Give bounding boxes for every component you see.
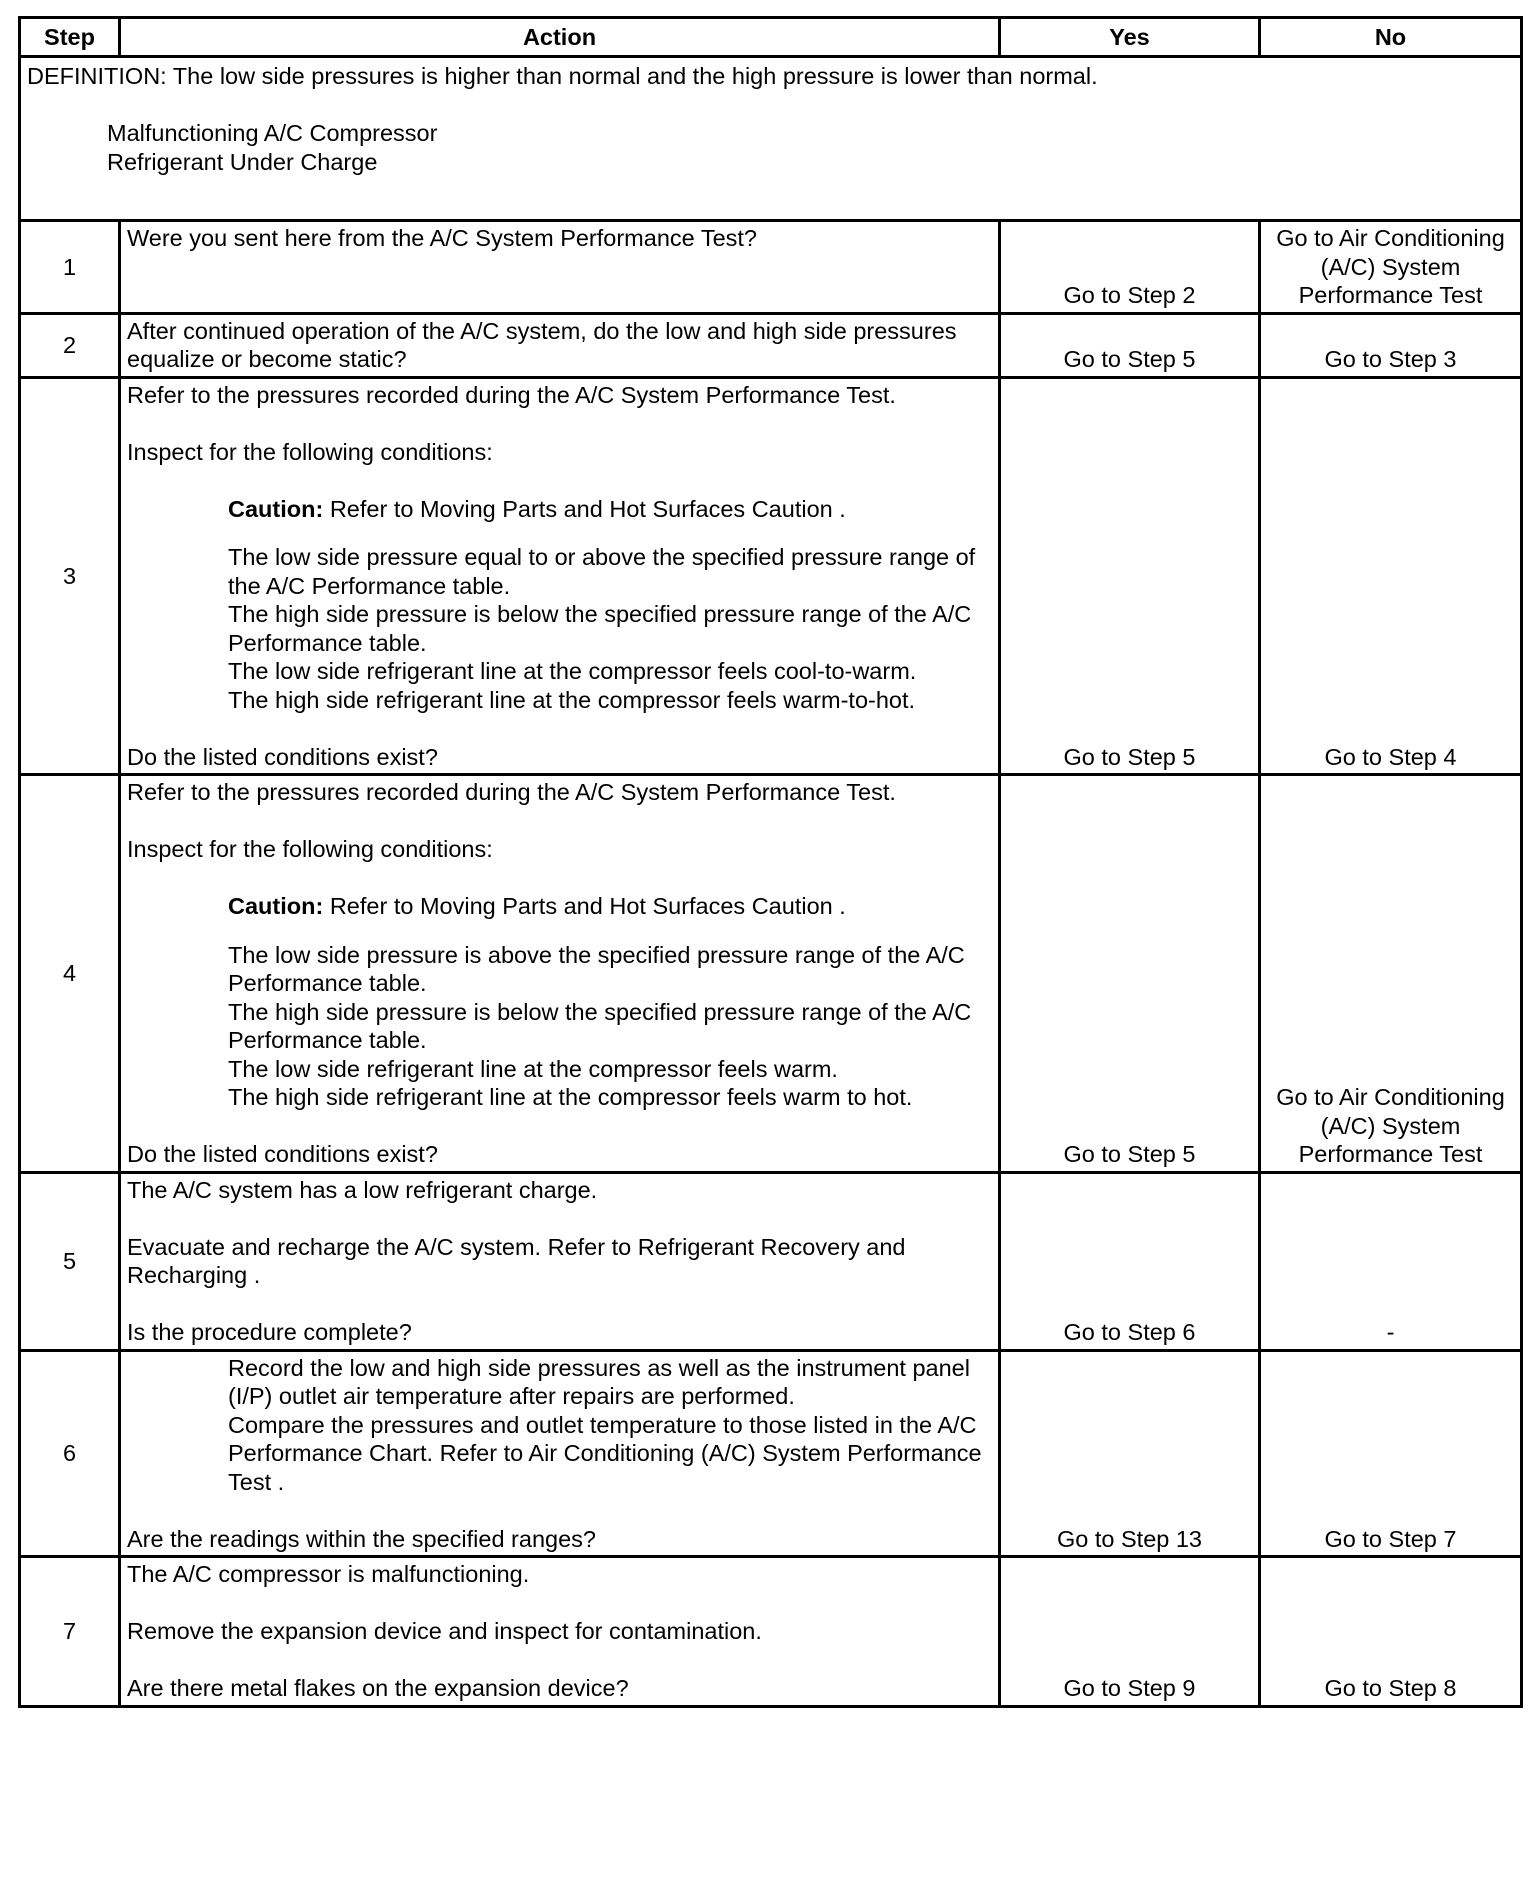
definition-text: DEFINITION: The low side pressures is higher than normal and the high pressure is lower than normal. — [27, 63, 1098, 89]
step-inspect: Inspect for the following conditions: — [127, 836, 493, 862]
step-question: Are there metal flakes on the expansion device? — [127, 1675, 629, 1701]
step-number: 5 — [20, 1172, 120, 1350]
header-no: No — [1260, 18, 1522, 57]
step-intro: Refer to the pressures recorded during the A/C System Performance Test. — [127, 779, 896, 805]
step-number: 2 — [20, 313, 120, 377]
definition-cell — [20, 57, 1522, 221]
yes-link[interactable]: Go to Step 13 — [1000, 1350, 1260, 1557]
step-inspect: Inspect for the following conditions: — [127, 438, 493, 465]
header-action: Action — [120, 18, 1000, 57]
step-row-2 — [20, 313, 1522, 377]
no-link[interactable]: Go to Air Conditioning (A/C) System Performance Test — [1260, 221, 1522, 314]
step-action — [120, 1350, 1000, 1557]
step-number: 3 — [20, 377, 120, 775]
caution-note — [127, 892, 992, 921]
step-question: Do the listed conditions exist? — [127, 743, 438, 770]
condition-item: The high side refrigerant line at the compressor feels warm-to-hot. — [228, 686, 916, 713]
yes-link[interactable]: Go to Step 2 — [1000, 221, 1260, 314]
step-row-1 — [20, 221, 1522, 314]
no-link[interactable]: Go to Step 3 — [1260, 313, 1522, 377]
caution-link[interactable]: Refer to Moving Parts and Hot Surfaces Caution . — [323, 893, 846, 919]
yes-link[interactable]: Go to Step 5 — [1000, 313, 1260, 377]
header-yes: Yes — [1000, 18, 1260, 57]
step-line: The A/C compressor is malfunctioning. — [127, 1561, 530, 1587]
diagnostic-table — [18, 16, 1523, 1708]
condition-item: The low side refrigerant line at the compressor feels warm. — [228, 1055, 838, 1082]
step-number: 7 — [20, 1557, 120, 1707]
definition-row — [20, 57, 1522, 221]
yes-link[interactable]: Go to Step 9 — [1000, 1557, 1260, 1707]
condition-item: The high side pressure is below the specified pressure range of the A/C Performance table. — [228, 998, 972, 1053]
caution-note — [127, 495, 992, 524]
step-action — [120, 1557, 1000, 1707]
cause-item: Refrigerant Under Charge — [107, 148, 378, 175]
step-number: 4 — [20, 775, 120, 1173]
step-row-7 — [20, 1557, 1522, 1707]
step-line: The A/C system has a low refrigerant charge. — [127, 1176, 598, 1203]
header-step: Step — [20, 18, 120, 57]
condition-item: The high side pressure is below the specified pressure range of the A/C Performance table. — [228, 601, 972, 656]
no-link[interactable]: Go to Step 4 — [1260, 377, 1522, 775]
step-line: Compare the pressures and outlet temperature to those listed in the A/C Performance Chart. Refer to Air Conditioning (A/C) System Performance Test . — [228, 1411, 982, 1495]
step-line: Remove the expansion device and inspect for contamination. — [127, 1618, 762, 1644]
step-row-6 — [20, 1350, 1522, 1557]
step-line: Record the low and high side pressures as well as the instrument panel (I/P) outlet air temperature after repairs are performed. — [228, 1354, 970, 1409]
step-action — [120, 377, 1000, 775]
step-number: 6 — [20, 1350, 120, 1557]
step-line: Evacuate and recharge the A/C system. Refer to Refrigerant Recovery and Recharging . — [127, 1233, 906, 1288]
step-action: Were you sent here from the A/C System Performance Test? — [120, 221, 1000, 314]
caution-label: Caution: — [228, 893, 324, 919]
step-question: Is the procedure complete? — [127, 1319, 412, 1345]
caution-link[interactable]: Refer to Moving Parts and Hot Surfaces Caution . — [323, 495, 846, 522]
step-action — [120, 775, 1000, 1173]
condition-item: The low side pressure is above the specified pressure range of the A/C Performance table. — [228, 941, 965, 996]
step-question: Do the listed conditions exist? — [127, 1141, 438, 1167]
step-intro: Refer to the pressures recorded during the A/C System Performance Test. — [127, 381, 896, 408]
step-number: 1 — [20, 221, 120, 314]
no-link[interactable]: Go to Air Conditioning (A/C) System Performance Test — [1260, 775, 1522, 1173]
step-row-3 — [20, 377, 1522, 775]
no-value: - — [1260, 1172, 1522, 1350]
yes-link[interactable]: Go to Step 5 — [1000, 775, 1260, 1173]
step-row-4 — [20, 775, 1522, 1173]
step-action: After continued operation of the A/C system, do the low and high side pressures equalize or become static? — [120, 313, 1000, 377]
condition-item: The low side pressure equal to or above the specified pressure range of the A/C Performance table. — [228, 544, 976, 599]
cause-item: Malfunctioning A/C Compressor — [107, 120, 438, 146]
no-link[interactable]: Go to Step 7 — [1260, 1350, 1522, 1557]
yes-link[interactable]: Go to Step 6 — [1000, 1172, 1260, 1350]
condition-item: The high side refrigerant line at the compressor feels warm to hot. — [228, 1084, 913, 1110]
condition-item: The low side refrigerant line at the compressor feels cool-to-warm. — [228, 658, 917, 684]
step-row-5 — [20, 1172, 1522, 1350]
step-action — [120, 1172, 1000, 1350]
caution-label: Caution: — [228, 495, 324, 522]
step-question: Are the readings within the specified ranges? — [127, 1525, 596, 1552]
yes-link[interactable]: Go to Step 5 — [1000, 377, 1260, 775]
no-link[interactable]: Go to Step 8 — [1260, 1557, 1522, 1707]
header-row — [20, 18, 1522, 57]
